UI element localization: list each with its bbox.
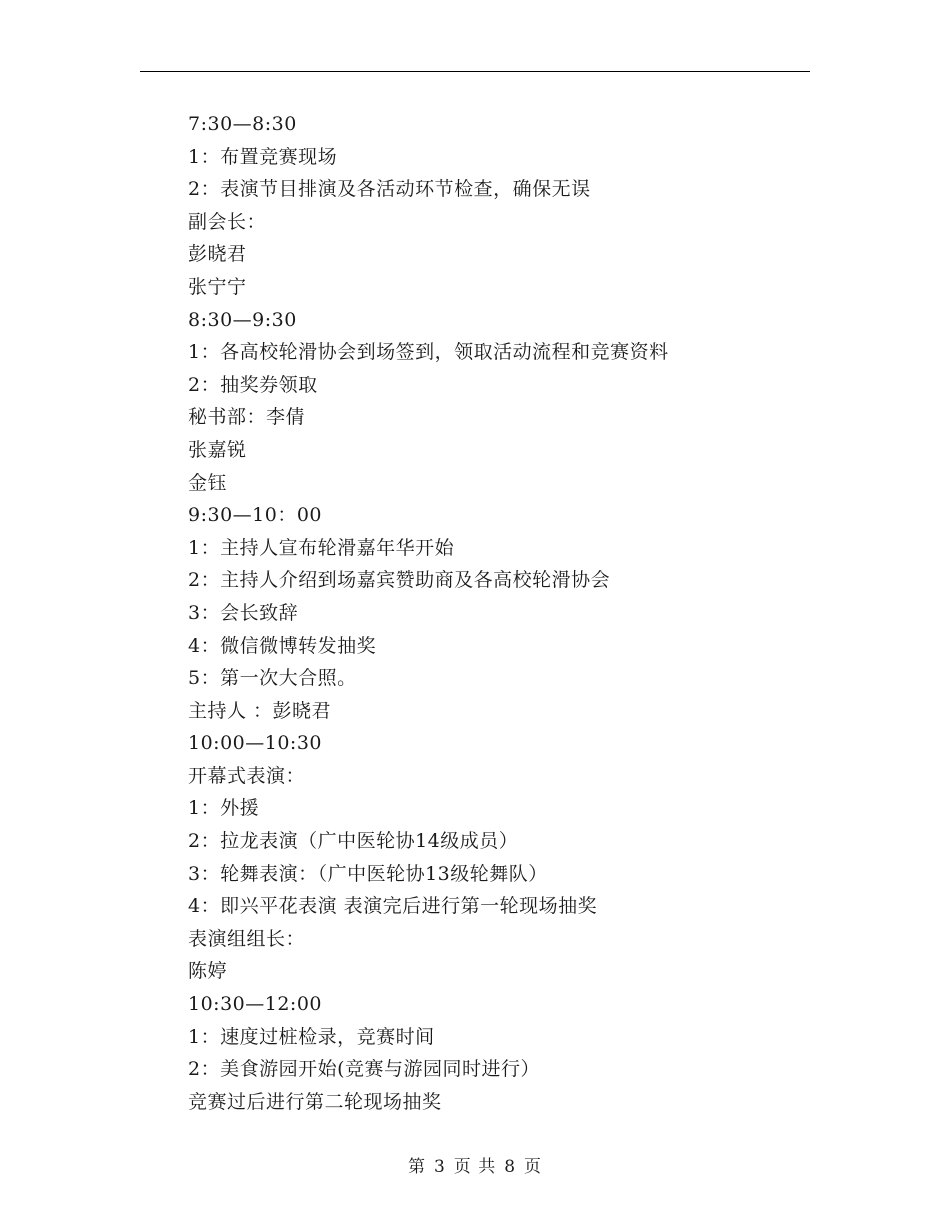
text-line: 张宁宁 xyxy=(188,275,247,298)
text-line: 1：主持人宣布轮滑嘉年华开始 xyxy=(188,536,455,559)
text-line: 秘书部：李倩 xyxy=(188,406,306,429)
page-total: 8 xyxy=(504,1157,517,1177)
text-line: 2：拉龙表演（广中医轮协14级成员） xyxy=(188,830,519,853)
text-line: 4：微信微博转发抽奖 xyxy=(188,634,377,657)
page-footer xyxy=(0,1152,950,1177)
text-line: 1：各高校轮滑协会到场签到，领取活动流程和竞赛资料 xyxy=(188,341,669,364)
text-line: 竞赛过后进行第二轮现场抽奖 xyxy=(188,1090,442,1113)
text-line: 3：会长致辞 xyxy=(188,601,299,624)
text-line: 陈婷 xyxy=(188,960,228,983)
text-line: 副会长： xyxy=(188,210,267,233)
text-line: 1：布置竞赛现场 xyxy=(188,145,338,168)
page-prefix: 第 xyxy=(407,1157,426,1177)
text-line: 表演组组长： xyxy=(188,927,306,950)
text-line: 彭晓君 xyxy=(188,243,247,266)
text-line: 5：第一次大合照。 xyxy=(188,667,357,690)
text-line: 3：轮舞表演：（广中医轮协13级轮舞队） xyxy=(188,862,548,885)
text-line: 7:30—8:30 xyxy=(188,113,297,135)
text-line: 9:30—10：00 xyxy=(188,504,323,527)
header-rule xyxy=(140,71,810,72)
text-line: 1：外援 xyxy=(188,797,260,820)
text-line: 主持人 ：彭晓君 xyxy=(188,699,332,722)
text-line: 开幕式表演： xyxy=(188,764,306,787)
text-line: 4：即兴平花表演 表演完后进行第一轮现场抽奖 xyxy=(188,895,598,918)
text-line: 10:30—12:00 xyxy=(188,993,323,1016)
text-line: 2：美食游园开始(竞赛与游园同时进行） xyxy=(188,1058,541,1081)
text-line: 2：抽奖券领取 xyxy=(188,373,318,396)
text-line: 10:00—10:30 xyxy=(188,732,323,755)
page-current: 3 xyxy=(433,1157,446,1177)
text-line: 2：主持人介绍到场嘉宾赞助商及各高校轮滑协会 xyxy=(188,569,611,592)
text-line: 1：速度过桩检录，竞赛时间 xyxy=(188,1025,435,1048)
text-line: 金钰 xyxy=(188,471,228,494)
text-line: 2：表演节目排演及各活动环节检查，确保无误 xyxy=(188,178,591,201)
text-line: 张嘉锐 xyxy=(188,438,247,461)
page-suffix: 页 xyxy=(524,1157,543,1177)
page-mid: 页 共 xyxy=(453,1157,497,1177)
document-body xyxy=(188,108,808,1118)
text-line: 8:30—9:30 xyxy=(188,308,297,331)
